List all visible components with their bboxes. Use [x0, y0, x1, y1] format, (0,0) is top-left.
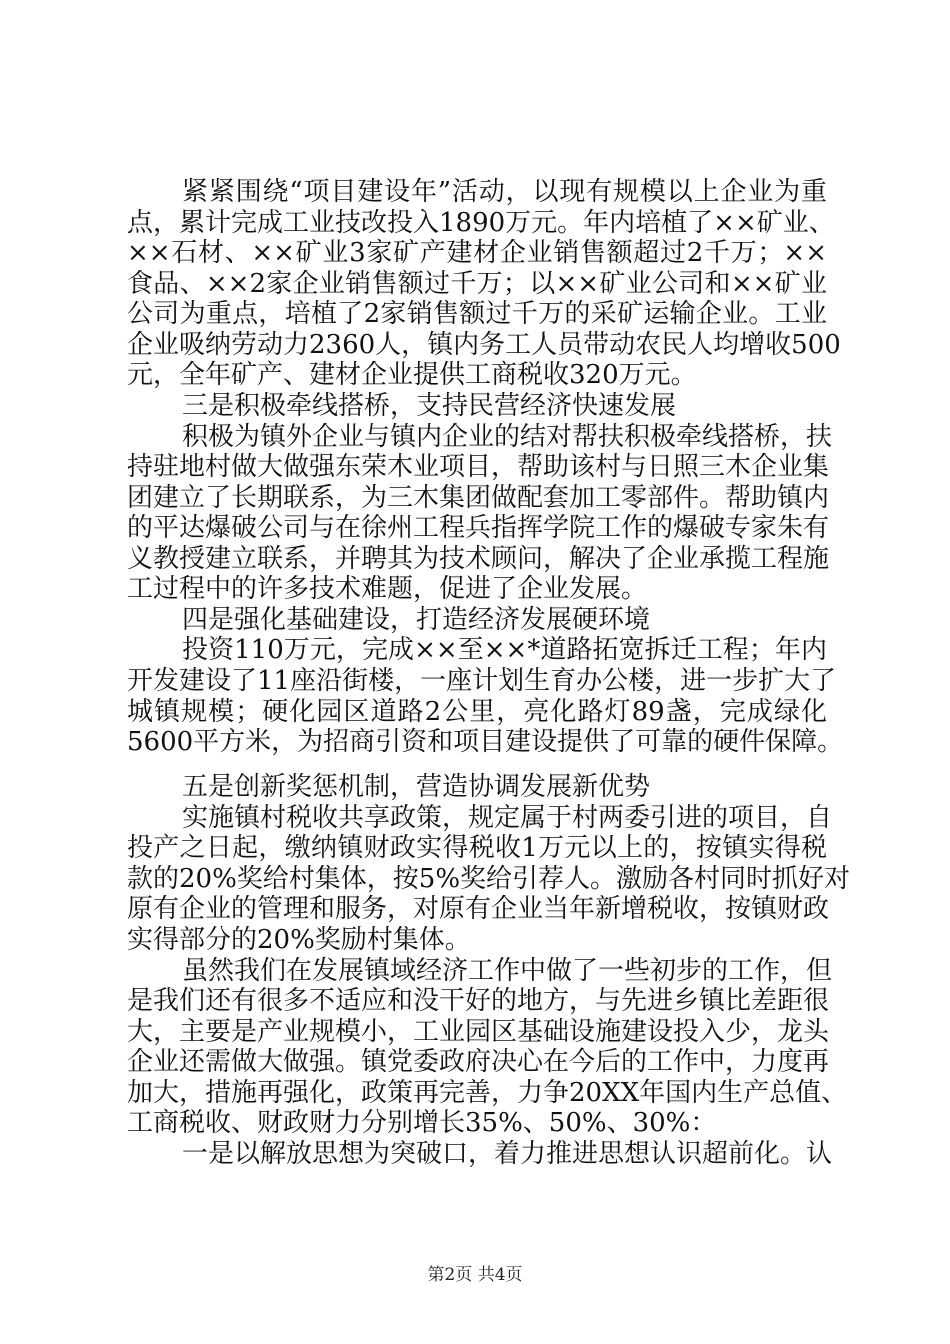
page-footer: 第2页 共4页 [427, 1265, 523, 1285]
paragraph-line: 是我们还有很多不适应和没干好的地方，与先进乡镇比差距很 [127, 986, 830, 1016]
paragraph-line: ××石材、××矿业3家矿产建材企业销售额超过2千万；×× [127, 238, 827, 268]
section-heading: 三是积极牵线搭桥，支持民营经济快速发展 [182, 391, 677, 421]
paragraph-line: 投资110万元，完成××至××*道路拓宽拆迁工程；年内 [182, 635, 827, 665]
paragraph-line: 元，全年矿产、建材企业提供工商税收320万元。 [127, 360, 697, 390]
paragraph-line: 团建立了长期联系，为三木集团做配套加工零部件。帮助镇内 [127, 483, 830, 513]
paragraph-line: 工过程中的许多技术难题，促进了企业发展。 [127, 574, 648, 604]
paragraph-line: 的平达爆破公司与在徐州工程兵指挥学院工作的爆破专家朱有 [127, 513, 830, 543]
paragraph-line: 5600平方米，为招商引资和项目建设提供了可靠的硬件保障。 [127, 727, 844, 757]
paragraph-line: 义教授建立联系，并聘其为技术顾问，解决了企业承揽工程施 [127, 544, 830, 574]
section-heading: 四是强化基础建设，打造经济发展硬环境 [182, 605, 651, 635]
paragraph-line: 企业还需做大做强。镇党委政府决心在今后的工作中，力度再 [127, 1047, 830, 1077]
paragraph-line: 工商税收、财政财力分别增长35%、50%、30%： [127, 1108, 717, 1138]
paragraph-line: 城镇规模；硬化园区道路2公里，亮化路灯89盏，完成绿化 [127, 697, 827, 727]
paragraph-line: 企业吸纳劳动力2360人，镇内务工人员带动农民人均增收500 [127, 330, 841, 360]
paragraph-line: 原有企业的管理和服务，对原有企业当年新增税收，按镇财政 [127, 894, 830, 924]
paragraph-line: 积极为镇外企业与镇内企业的结对帮扶积极牵线搭桥，扶 [182, 422, 833, 452]
paragraph-line: 点，累计完成工业技改投入1890万元。年内培植了××矿业、 [127, 208, 835, 238]
paragraph-line: 一是以解放思想为突破口，着力推进思想认识超前化。认 [182, 1139, 833, 1169]
paragraph-line: 紧紧围绕“项目建设年”活动，以现有规模以上企业为重 [182, 177, 827, 207]
paragraph-line: 虽然我们在发展镇域经济工作中做了一些初步的工作，但 [182, 956, 833, 986]
paragraph-line: 开发建设了11座沿街楼，一座计划生育办公楼，进一步扩大了 [127, 666, 837, 696]
paragraph-line: 加大，措施再强化，政策再完善，力争20XX年国内生产总值、 [127, 1078, 848, 1108]
paragraph-line: 实施镇村税收共享政策，规定属于村两委引进的项目，自 [182, 803, 833, 833]
paragraph-line: 实得部分的20%奖励村集体。 [127, 925, 471, 955]
paragraph-line: 持驻地村做大做强东荣木业项目，帮助该村与日照三木企业集 [127, 452, 830, 482]
paragraph-line: 投产之日起，缴纳镇财政实得税收1万元以上的，按镇实得税 [127, 833, 827, 863]
paragraph-line: 公司为重点，培植了2家销售额过千万的采矿运输企业。工业 [127, 299, 827, 329]
paragraph-line: 款的20%奖给村集体，按5%奖给引荐人。激励各村同时抓好对 [127, 864, 851, 894]
paragraph-line: 食品、××2家企业销售额过千万；以××矿业公司和××矿业 [127, 269, 827, 299]
paragraph-line: 大，主要是产业规模小，工业园区基础设施建设投入少，龙头 [127, 1017, 830, 1047]
section-heading: 五是创新奖惩机制，营造协调发展新优势 [182, 772, 651, 802]
